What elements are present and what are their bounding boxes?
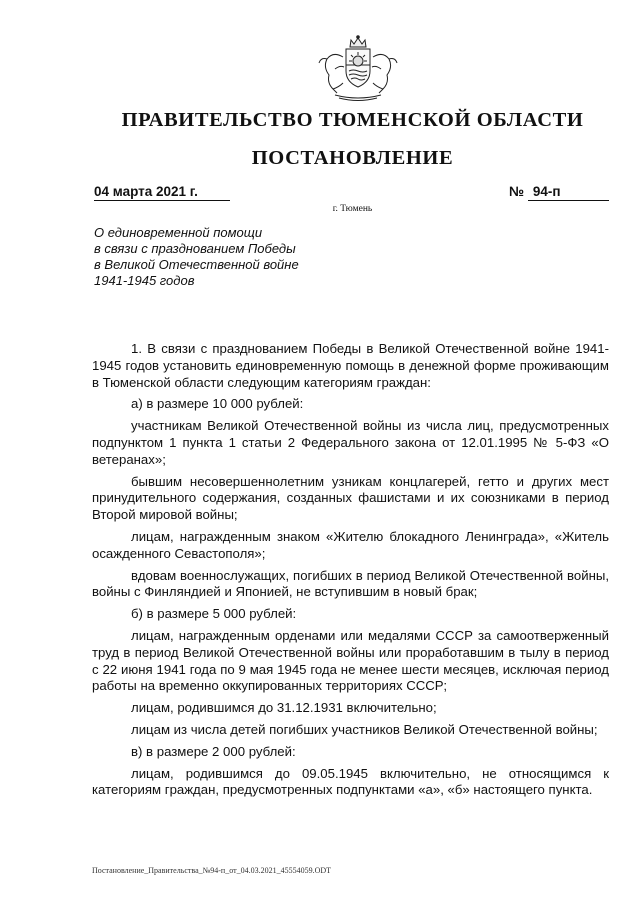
body-paragraph: а) в размере 10 000 рублей: <box>131 396 304 412</box>
body-paragraph: лицам из числа детей погибших участников Великой Отечественной войны; <box>131 721 598 737</box>
document-subject <box>94 225 354 289</box>
document-type-heading: ПОСТАНОВЛЕНИЕ <box>251 147 454 169</box>
body-paragraph: лицам, родившимся до 09.05.1945 включительно, не относящимся к категориям граждан, предусмотренных подпунктами «а», «б» настоящего пункта. <box>92 765 609 798</box>
city-label: г. Тюмень <box>332 204 373 214</box>
number-value: 94-п <box>528 184 609 201</box>
document-number <box>509 184 609 201</box>
subject-line: О единовременной помощи <box>94 225 263 240</box>
body-paragraph: лицам, родившимся до 31.12.1931 включительно; <box>131 700 437 716</box>
body-paragraph: вдовам военнослужащих, погибших в период Великой Отечественной войны, войны с Финляндией и Японией, не вступившим в новый брак; <box>92 567 609 600</box>
coat-of-arms-emblem <box>313 35 403 103</box>
organization-title: ПРАВИТЕЛЬСТВО ТЮМЕНСКОЙ ОБЛАСТИ <box>121 109 584 131</box>
document-body <box>92 341 609 804</box>
document-date: 04 марта 2021 г. <box>94 184 230 201</box>
body-paragraph: 1. В связи с празднованием Победы в Великой Отечественной войне 1941-1945 годов установить единовременную помощь в денежной форме проживающим в Тюменской области следующим категориям граждан: <box>92 341 609 390</box>
body-paragraph: в) в размере 2 000 рублей: <box>131 743 296 759</box>
subject-line: в связи с празднованием Победы <box>94 241 296 256</box>
subject-line: в Великой Отечественной войне <box>94 257 299 272</box>
body-paragraph: лицам, награжденным знаком «Жителю блокадного Ленинграда», «Житель осажденного Севастополя»; <box>92 528 609 561</box>
body-paragraph: б) в размере 5 000 рублей: <box>131 606 297 622</box>
body-paragraph: участникам Великой Отечественной войны из числа лиц, предусмотренных подпунктом 1 пункта 1 статьи 2 Федерального закона от 12.01.1995 № 5-ФЗ «О ветеранах»; <box>92 418 609 467</box>
number-prefix: № <box>509 184 525 199</box>
body-paragraph: бывшим несовершеннолетним узникам концлагерей, гетто и других мест принудительного содержания, созданных фашистами и их союзниками в период Второй мировой войны; <box>92 473 609 523</box>
file-name-footer: Постановление_Правительства_№94-п_от_04.03.2021_45554059.ODT <box>92 866 332 875</box>
body-paragraph: лицам, награжденным орденами или медалями СССР за самоотверженный труд в период Великой Отечественной войны или проработавшим в тылу в период с 22 июня 1941 года по 9 мая 1945 года не менее шести месяцев, исключая период работы на временно оккупированных территориях СССР; <box>92 627 609 694</box>
subject-line: 1941-1945 годов <box>94 273 195 288</box>
